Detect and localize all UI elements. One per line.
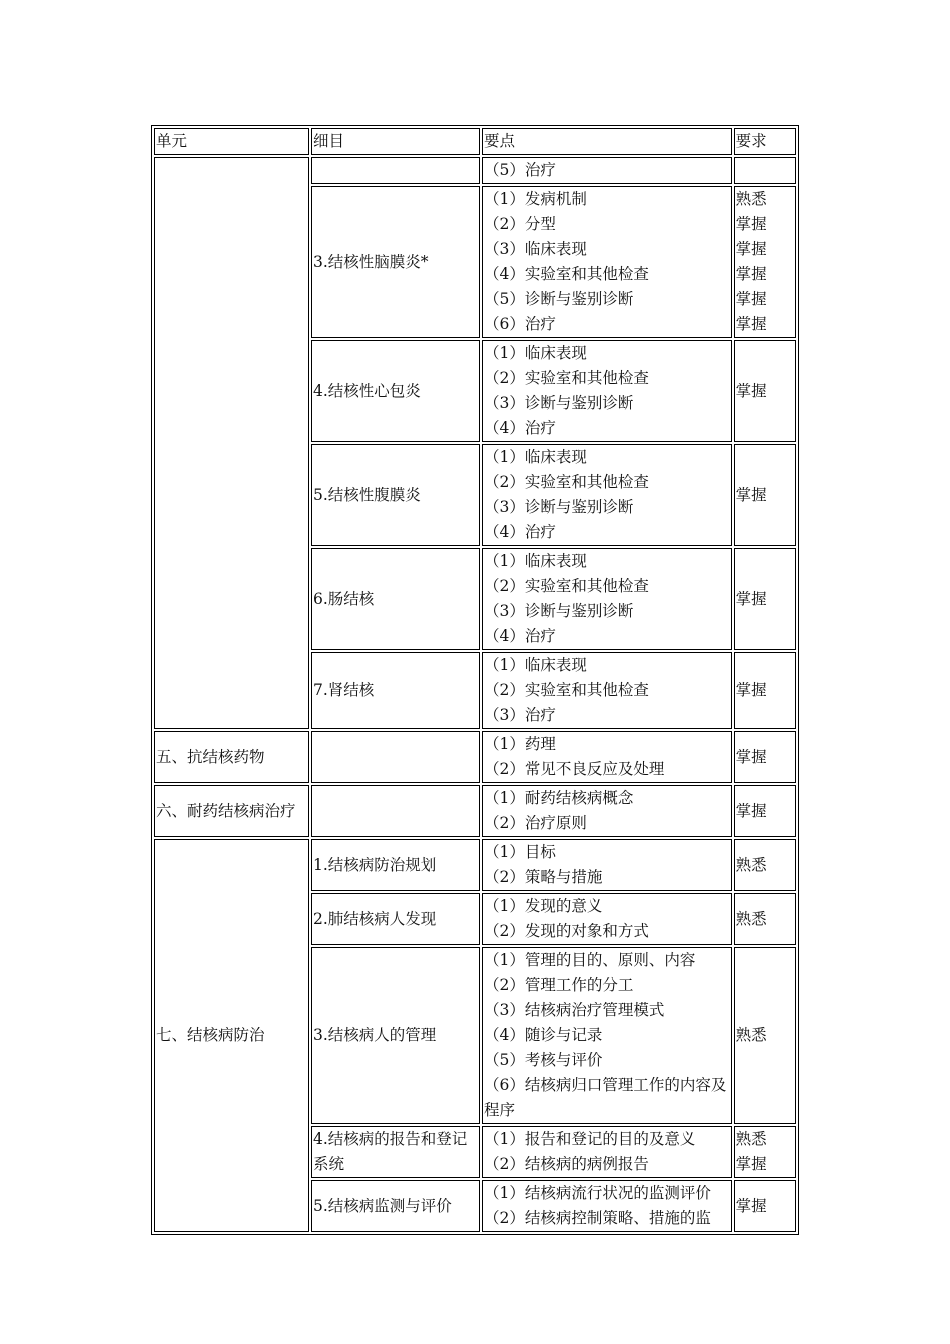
point-text: （2）分型 [484, 215, 556, 233]
point-text: （3）结核病治疗管理模式 [484, 1001, 665, 1019]
point-text: （3）诊断与鉴别诊断 [484, 394, 634, 412]
item-cell: 3.结核病人的管理 [311, 947, 480, 1124]
point-text: （1）发病机制 [484, 190, 587, 208]
points-cell [482, 731, 732, 783]
point-text: （1）结核病流行状况的监测评价 [484, 1184, 711, 1202]
syllabus-table [151, 125, 799, 1235]
item-cell [311, 157, 480, 184]
requirement-text: 掌握 [735, 290, 767, 308]
point-text: （6）治疗 [484, 315, 556, 333]
point-text: （2）结核病的病例报告 [484, 1155, 649, 1173]
point-text: （5）治疗 [484, 161, 556, 179]
requirement-cell: 掌握 [734, 731, 796, 783]
point-text: （4）治疗 [484, 523, 556, 541]
point-text: （1）临床表现 [484, 448, 587, 466]
requirement-cell: 熟悉 [734, 839, 796, 891]
item-cell: 4.结核病的报告和登记系统 [311, 1126, 480, 1178]
points-cell [482, 893, 732, 945]
points-cell [482, 340, 732, 442]
point-text: （4）治疗 [484, 419, 556, 437]
point-text: （4）实验室和其他检查 [484, 265, 649, 283]
point-text: （1）临床表现 [484, 344, 587, 362]
point-text: （1）临床表现 [484, 552, 587, 570]
point-text: （1）耐药结核病概念 [484, 789, 634, 807]
points-cell [482, 1126, 732, 1178]
requirement-text: 掌握 [735, 215, 767, 233]
header-item: 细目 [311, 128, 480, 155]
requirement-text: 掌握 [735, 265, 767, 283]
points-cell [482, 652, 732, 729]
requirement-text: 掌握 [735, 240, 767, 258]
requirement-cell: 掌握 [734, 1180, 796, 1232]
point-text: （6）结核病归口管理工作的内容及程序 [484, 1076, 727, 1119]
table-row [154, 157, 796, 184]
item-cell: 3.结核性脑膜炎* [311, 186, 480, 338]
requirement-cell [734, 157, 796, 184]
points-cell [482, 548, 732, 650]
item-cell: 4.结核性心包炎 [311, 340, 480, 442]
requirement-text: 掌握 [735, 315, 767, 333]
header-row [154, 128, 796, 155]
point-text: （1）药理 [484, 735, 556, 753]
requirement-text: 掌握 [735, 1155, 767, 1173]
point-text: （4）治疗 [484, 627, 556, 645]
item-cell: 6.肠结核 [311, 548, 480, 650]
points-cell [482, 186, 732, 338]
point-text: （2）结核病控制策略、措施的监 [484, 1209, 711, 1227]
points-cell [482, 444, 732, 546]
point-text: （2）发现的对象和方式 [484, 922, 649, 940]
header-requirement: 要求 [734, 128, 796, 155]
point-text: （2）管理工作的分工 [484, 976, 634, 994]
item-cell: 5.结核性腹膜炎 [311, 444, 480, 546]
requirement-cell [734, 186, 796, 338]
item-cell [311, 731, 480, 783]
requirement-cell: 掌握 [734, 444, 796, 546]
points-cell [482, 785, 732, 837]
point-text: （1）目标 [484, 843, 556, 861]
header-points: 要点 [482, 128, 732, 155]
unit-cell-continued [154, 157, 309, 729]
item-cell: 7.肾结核 [311, 652, 480, 729]
point-text: （2）治疗原则 [484, 814, 587, 832]
requirement-cell: 熟悉 [734, 947, 796, 1124]
point-text: （2）实验室和其他检查 [484, 681, 649, 699]
requirement-cell: 掌握 [734, 785, 796, 837]
requirement-cell: 掌握 [734, 652, 796, 729]
point-text: （3）治疗 [484, 706, 556, 724]
point-text: （5）考核与评价 [484, 1051, 603, 1069]
point-text: （2）实验室和其他检查 [484, 369, 649, 387]
point-text: （1）临床表现 [484, 656, 587, 674]
point-text: （2）实验室和其他检查 [484, 577, 649, 595]
requirement-cell: 掌握 [734, 548, 796, 650]
item-cell: 5.结核病监测与评价 [311, 1180, 480, 1232]
unit-cell: 五、抗结核药物 [154, 731, 309, 783]
requirement-cell: 熟悉 [734, 893, 796, 945]
unit-cell: 六、耐药结核病治疗 [154, 785, 309, 837]
point-text: （1）报告和登记的目的及意义 [484, 1130, 696, 1148]
points-cell [482, 839, 732, 891]
point-text: （3）诊断与鉴别诊断 [484, 498, 634, 516]
table-row [154, 785, 796, 837]
point-text: （3）临床表现 [484, 240, 587, 258]
point-text: （3）诊断与鉴别诊断 [484, 602, 634, 620]
item-cell: 2.肺结核病人发现 [311, 893, 480, 945]
point-text: （1）发现的意义 [484, 897, 603, 915]
item-cell [311, 785, 480, 837]
table-row [154, 731, 796, 783]
requirement-text: 熟悉 [735, 190, 767, 208]
item-cell: 1.结核病防治规划 [311, 839, 480, 891]
points-cell [482, 157, 732, 184]
requirement-text: 熟悉 [735, 1130, 767, 1148]
table-row [154, 839, 796, 891]
point-text: （2）策略与措施 [484, 868, 603, 886]
points-cell [482, 1180, 732, 1232]
unit-cell: 七、结核病防治 [154, 839, 309, 1232]
point-text: （2）常见不良反应及处理 [484, 760, 665, 778]
requirement-cell [734, 1126, 796, 1178]
point-text: （2）实验室和其他检查 [484, 473, 649, 491]
point-text: （4）随诊与记录 [484, 1026, 603, 1044]
requirement-cell: 掌握 [734, 340, 796, 442]
header-unit: 单元 [154, 128, 309, 155]
point-text: （5）诊断与鉴别诊断 [484, 290, 634, 308]
point-text: （1）管理的目的、原则、内容 [484, 951, 696, 969]
points-cell [482, 947, 732, 1124]
